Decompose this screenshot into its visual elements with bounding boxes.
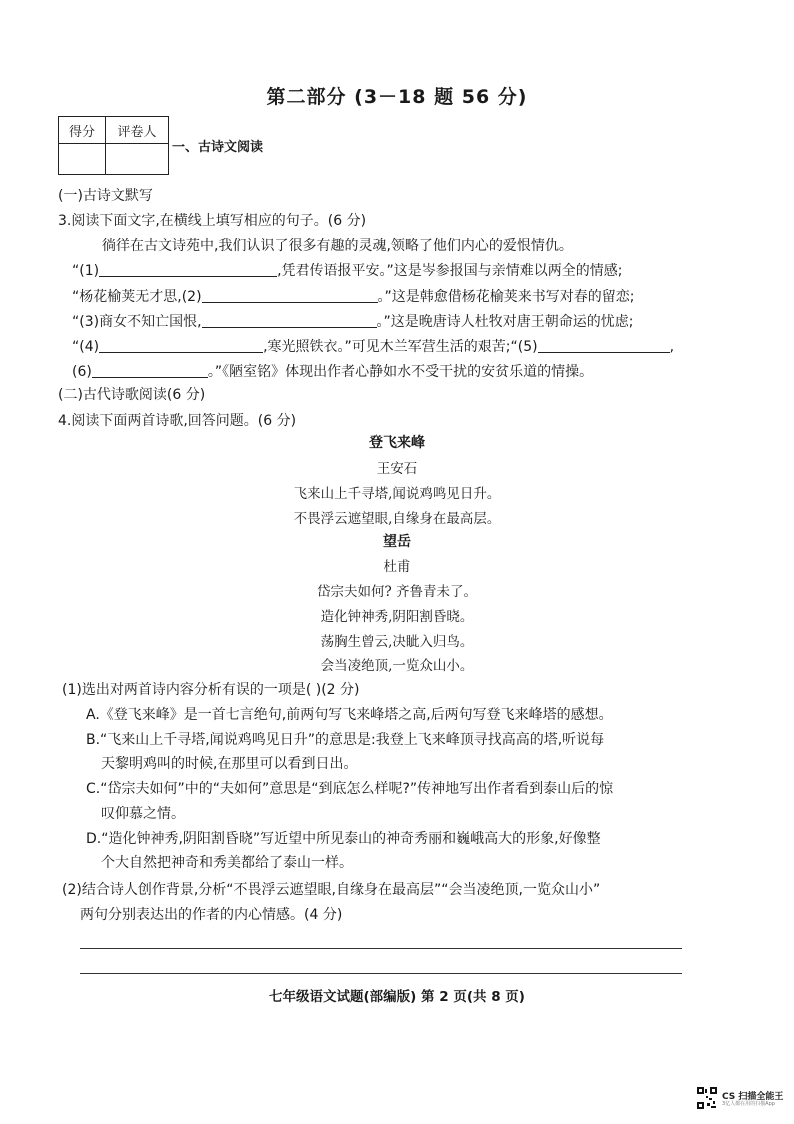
q4-sub2-line1: (2)结合诗人创作背景,分析“不畏浮云遮望眼,自缘身在最高层”“会当凌绝顶,一览众山小” <box>62 882 601 898</box>
q3-l2-suffix: 。”这是韩愈借杨花榆荚来书写对春的留恋; <box>377 289 635 305</box>
part-title: 第二部分 (3－18 题 56 分) <box>266 86 528 108</box>
q3-l5-prefix: (6) <box>72 364 92 380</box>
q3-l4-comma: , <box>669 339 675 355</box>
answer-blank-2[interactable] <box>202 288 378 303</box>
q3-line4 <box>72 336 674 356</box>
q3-line2 <box>72 286 635 306</box>
answer-blank-4[interactable] <box>99 338 263 353</box>
option-a: A.《登飞来峰》是一首七言绝句,前两句写飞来峰塔之高,后两句写登飞来峰塔的感想。 <box>86 707 613 723</box>
poem2-line: 会当凌绝顶,一览众山小。 <box>320 658 474 674</box>
q3-line3 <box>72 311 634 331</box>
q3-l5-suffix: 。”《陋室铭》体现出作者心静如水不受干扰的安贫乐道的情操。 <box>207 364 594 380</box>
sub2-heading: (二)古代诗歌阅读(6 分) <box>58 387 206 403</box>
answer-blank-1[interactable] <box>99 262 277 277</box>
poem1-line: 不畏浮云遮望眼,自缘身在最高层。 <box>293 511 501 527</box>
q3-l3-suffix: 。”这是晚唐诗人杜牧对唐王朝命运的忧虑; <box>376 314 634 330</box>
q3-l4-middle: ,寒光照铁衣。”可见木兰军营生活的艰苦;“(5) <box>263 339 538 355</box>
q4-stem: 4.阅读下面两首诗歌,回答问题。(6 分) <box>58 413 297 429</box>
score-cell <box>59 144 106 175</box>
q4-sub2-line2: 两句分别表达出的作者的内心情感。(4 分) <box>80 907 343 923</box>
grader-header: 评卷人 <box>106 117 169 144</box>
q3-l2-prefix: “杨花榆荚无才思,(2) <box>72 289 202 305</box>
watermark-logo-text: CS 扫描全能王 <box>722 1092 784 1102</box>
q3-l1-prefix: “(1) <box>72 263 100 279</box>
answer-line[interactable] <box>80 948 682 949</box>
q3-l4-prefix: “(4) <box>72 339 100 355</box>
poem2-line: 造化钟神秀,阴阳割昏晓。 <box>320 609 474 625</box>
q3-stem: 3.阅读下面文字,在横线上填写相应的句子。(6 分) <box>58 213 367 229</box>
page-footer: 七年级语文试题(部编版) 第 2 页(共 8 页) <box>269 989 525 1005</box>
q3-l1-suffix: ,凭君传语报平安。”这是岑参报国与亲情难以两全的情感; <box>277 263 623 279</box>
poem1-line: 飞来山上千寻塔,闻说鸡鸣见日升。 <box>293 486 501 502</box>
poem1-author: 王安石 <box>376 461 418 477</box>
q3-l3-prefix: “(3)商女不知亡国恨, <box>72 314 202 330</box>
q3-intro: 徜徉在古文诗苑中,我们认识了很多有趣的灵魂,领略了他们内心的爱恨情仇。 <box>102 238 573 254</box>
answer-blank-5[interactable] <box>538 338 670 353</box>
poem2-title: 望岳 <box>383 534 411 550</box>
answer-blank-6[interactable] <box>92 363 208 378</box>
q3-line1 <box>72 260 623 280</box>
poem2-line: 岱宗夫如何? 齐鲁青未了。 <box>316 584 478 600</box>
qr-code-icon <box>696 1086 718 1110</box>
grader-cell <box>106 144 169 175</box>
sub1-heading: (一)古诗文默写 <box>58 188 153 204</box>
watermark-sub-text: 3亿人都在用的扫描App <box>722 1101 775 1107</box>
section1-heading: 一、古诗文阅读 <box>172 140 264 155</box>
score-header: 得分 <box>59 117 106 144</box>
answer-blank-3[interactable] <box>202 313 377 328</box>
scanner-watermark <box>696 1086 786 1112</box>
option-c-line2: 叹仰慕之情。 <box>101 806 185 822</box>
answer-line[interactable] <box>80 973 682 974</box>
option-d-line1: D.“造化钟神秀,阴阳割昏晓”写近望中所见泰山的神奇秀丽和巍峨高大的形象,好像整 <box>86 831 601 847</box>
option-b-line2: 天黎明鸡叫的时候,在那里可以看到日出。 <box>101 756 358 772</box>
q4-sub1: (1)选出对两首诗内容分析有误的一项是( )(2 分) <box>62 682 360 698</box>
score-table <box>58 116 169 175</box>
poem2-author: 杜甫 <box>383 559 411 575</box>
poem1-title: 登飞来峰 <box>369 435 425 451</box>
option-c-line1: C.“岱宗夫如何”中的“夫如何”意思是“到底怎么样呢?”传神地写出作者看到泰山后的惊 <box>86 781 614 797</box>
q3-line5 <box>72 361 593 381</box>
option-d-line2: 个大自然把神奇和秀美都给了泰山一样。 <box>101 855 353 871</box>
poem2-line: 荡胸生曾云,决眦入归鸟。 <box>320 634 474 650</box>
option-b-line1: B.“飞来山上千寻塔,闻说鸡鸣见日升”的意思是:我登上飞来峰顶寻找高高的塔,听说每 <box>86 732 605 748</box>
